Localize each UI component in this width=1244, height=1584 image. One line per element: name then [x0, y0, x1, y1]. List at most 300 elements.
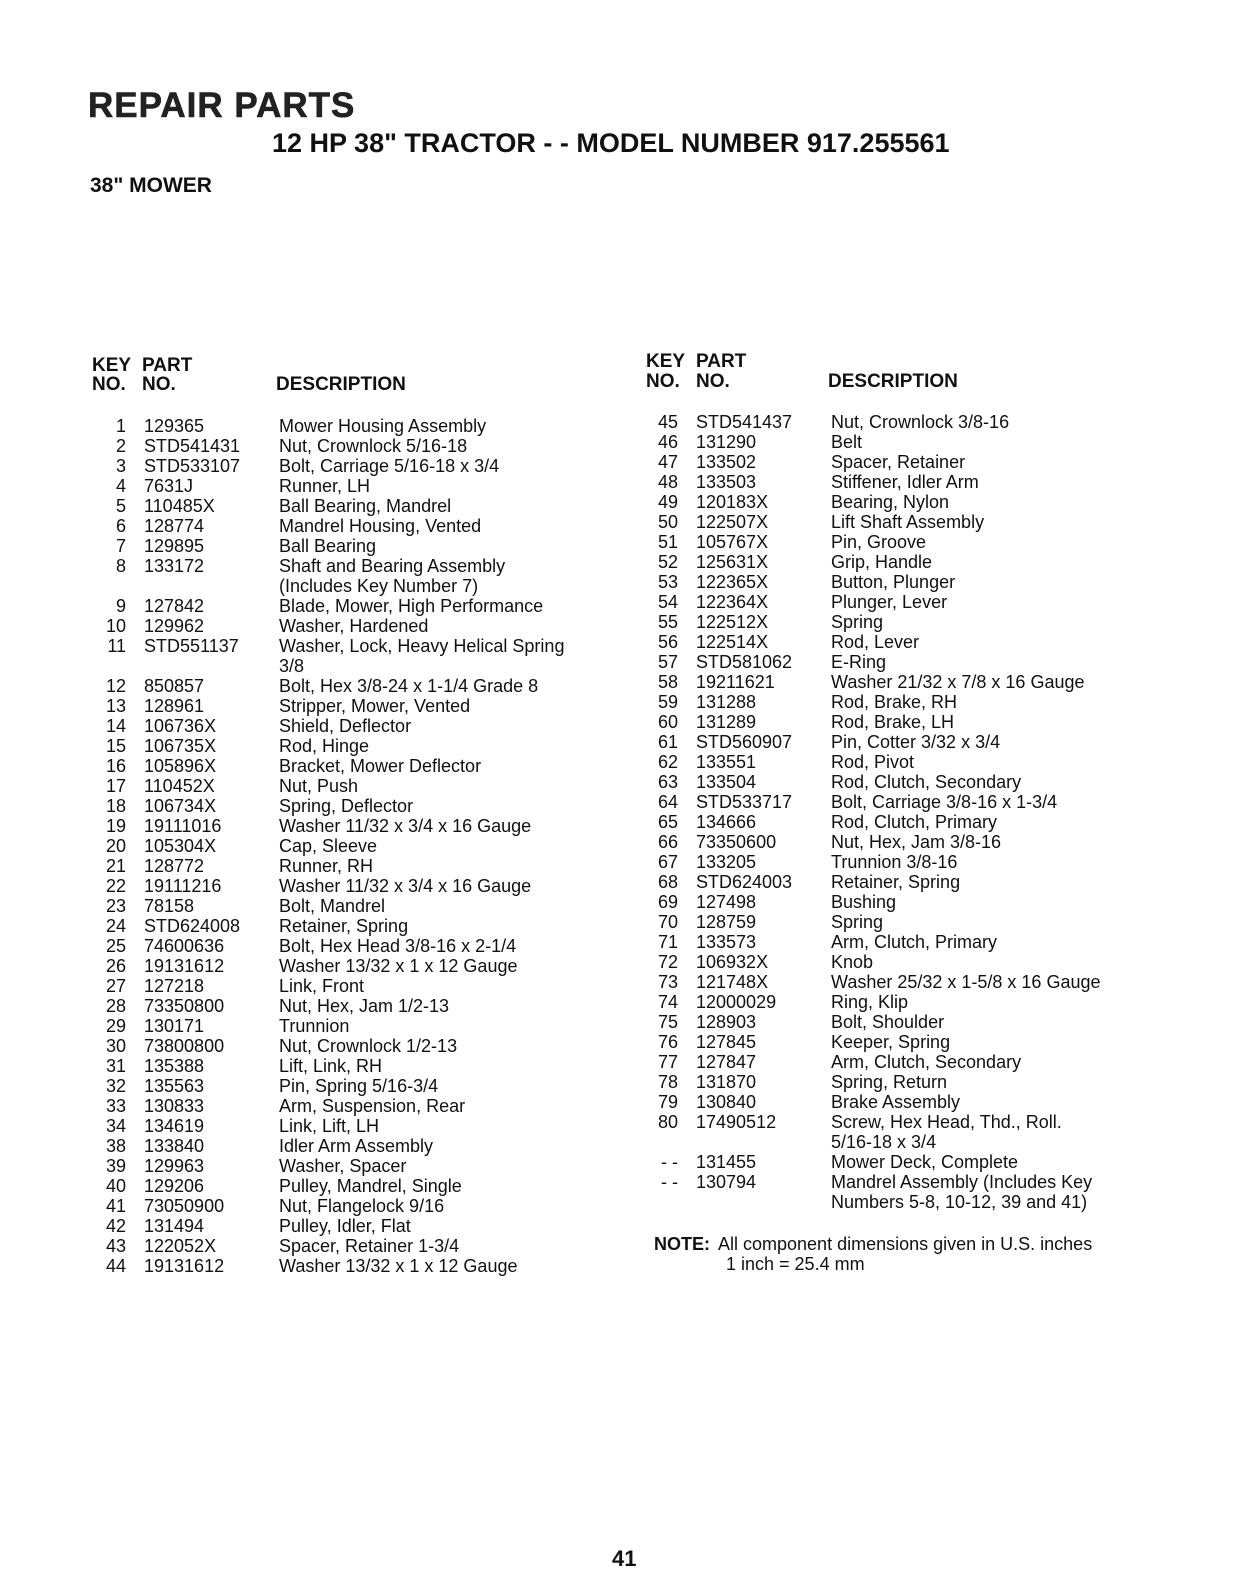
part-description — [279, 496, 451, 516]
part-description — [279, 596, 543, 616]
key-number: 46 — [657, 432, 678, 452]
key-number: 26 — [105, 956, 126, 976]
description-line: Belt — [831, 432, 863, 452]
part-number: 131288 — [696, 692, 757, 712]
parts-row — [92, 496, 652, 516]
parts-row — [92, 676, 652, 696]
key-number: 40 — [105, 1176, 126, 1196]
part-description — [831, 992, 908, 1012]
key-number: 42 — [105, 1216, 126, 1236]
part-number: 121748X — [696, 972, 769, 992]
part-number: 131494 — [144, 1216, 205, 1236]
part-number: 73350600 — [696, 832, 777, 852]
description-line: Bearing, Nylon — [831, 492, 950, 512]
part-description — [831, 892, 896, 912]
description-line: Arm, Clutch, Secondary — [831, 1052, 1022, 1072]
description-line: Arm, Suspension, Rear — [279, 1096, 466, 1116]
part-description — [831, 652, 886, 672]
key-number: 79 — [657, 1092, 678, 1112]
description-line: Lift Shaft Assembly — [831, 512, 985, 532]
description-line: Pin, Groove — [831, 532, 927, 552]
parts-row — [644, 592, 1204, 612]
part-number: 135563 — [144, 1076, 205, 1096]
part-description — [831, 752, 914, 772]
note — [654, 1234, 1092, 1274]
part-number: 106734X — [144, 796, 217, 816]
description-line: Shaft and Bearing Assembly — [279, 556, 506, 576]
part-number: 131870 — [696, 1072, 757, 1092]
description-line: Ball Bearing — [279, 536, 377, 556]
key-number: 4 — [115, 476, 126, 496]
parts-row — [92, 816, 652, 836]
part-no-label-bottom: NO. — [696, 371, 730, 392]
right-column-header — [646, 352, 1046, 396]
part-description — [279, 1036, 457, 1056]
part-description — [279, 936, 516, 956]
parts-row — [92, 956, 652, 976]
part-number: 105304X — [144, 836, 217, 856]
description-continuation: (Includes Key Number 7) — [279, 576, 479, 596]
description-line: Washer, Lock, Heavy Helical Spring — [279, 636, 565, 656]
key-number: 80 — [657, 1112, 678, 1132]
parts-row — [92, 596, 652, 616]
left-column-header — [92, 356, 492, 400]
parts-row — [92, 536, 652, 556]
parts-row — [644, 932, 1204, 952]
parts-row — [644, 792, 1204, 812]
part-description — [831, 452, 965, 472]
description-line: Nut, Flangelock 9/16 — [279, 1196, 445, 1216]
description-line: Mower Deck, Complete — [831, 1152, 1019, 1172]
description-line: Rod, Brake, RH — [831, 692, 958, 712]
key-number: 28 — [105, 996, 126, 1016]
part-number: 122052X — [144, 1236, 217, 1256]
part-description — [831, 972, 1101, 992]
parts-row — [644, 952, 1204, 972]
part-number: 105767X — [696, 532, 769, 552]
part-description — [279, 1096, 465, 1116]
part-number: 7631J — [144, 476, 194, 496]
part-description — [831, 1112, 1062, 1152]
part-description — [279, 416, 486, 436]
parts-row — [92, 1016, 652, 1036]
key-no-label-bottom: NO. — [92, 374, 126, 395]
part-description — [279, 716, 411, 736]
parts-row — [92, 756, 652, 776]
key-number: 56 — [657, 632, 678, 652]
part-description — [831, 1012, 944, 1032]
parts-row — [644, 492, 1204, 512]
key-number: 48 — [657, 472, 678, 492]
parts-row — [644, 892, 1204, 912]
parts-row — [92, 996, 652, 1016]
key-number: 73 — [657, 972, 678, 992]
model-subtitle: 12 HP 38" TRACTOR - - MODEL NUMBER 917.255561 — [272, 128, 950, 158]
parts-row — [92, 736, 652, 756]
parts-row — [644, 1012, 1204, 1032]
description-line: Screw, Hex Head, Thd., Roll. — [831, 1112, 1062, 1132]
part-description — [831, 492, 949, 512]
parts-row — [92, 556, 652, 596]
note-label: NOTE: — [654, 1234, 710, 1254]
parts-row — [644, 1152, 1204, 1172]
key-number: 31 — [105, 1056, 126, 1076]
parts-row — [644, 1092, 1204, 1112]
part-description — [279, 756, 481, 776]
description-continuation: 5/16-18 x 3/4 — [831, 1132, 937, 1152]
parts-row — [644, 1112, 1204, 1152]
description-line: Spacer, Retainer — [831, 452, 966, 472]
description-line: Retainer, Spring — [831, 872, 961, 892]
part-number: 110452X — [144, 776, 215, 796]
parts-row — [92, 1136, 652, 1156]
key-number: 50 — [657, 512, 678, 532]
description-line: Rod, Brake, LH — [831, 712, 955, 732]
parts-row — [644, 652, 1204, 672]
part-number: 129206 — [144, 1176, 205, 1196]
parts-row — [92, 716, 652, 736]
key-number: 77 — [657, 1052, 678, 1072]
part-description — [279, 1056, 382, 1076]
parts-row — [92, 456, 652, 476]
description-line: Cap, Sleeve — [279, 836, 378, 856]
parts-row — [92, 696, 652, 716]
part-number: 19211621 — [696, 672, 775, 692]
part-number: 19111016 — [144, 816, 222, 836]
part-number: 133502 — [696, 452, 757, 472]
key-number: 18 — [105, 796, 126, 816]
key-number: 24 — [105, 916, 126, 936]
part-number: 131455 — [696, 1152, 757, 1172]
key-number: 57 — [657, 652, 678, 672]
description-line: Shield, Deflector — [279, 716, 412, 736]
key-number: 52 — [657, 552, 678, 572]
description-line: Washer 13/32 x 1 x 12 Gauge — [279, 956, 518, 976]
part-description — [279, 476, 370, 496]
description-line: Link, Lift, LH — [279, 1116, 380, 1136]
part-number: 127218 — [144, 976, 205, 996]
key-number: 6 — [115, 516, 126, 536]
parts-row — [644, 532, 1204, 552]
key-number: 59 — [657, 692, 678, 712]
key-number: 32 — [105, 1076, 126, 1096]
part-number: 133504 — [696, 772, 757, 792]
description-line: E-Ring — [831, 652, 887, 672]
part-number: 106736X — [144, 716, 217, 736]
key-number: 9 — [115, 596, 126, 616]
key-number: 12 — [105, 676, 126, 696]
description-line: Mandrel Housing, Vented — [279, 516, 482, 536]
description-line: Trunnion — [279, 1016, 350, 1036]
part-description — [831, 532, 926, 552]
key-number: 34 — [105, 1116, 126, 1136]
part-number: STD541437 — [696, 412, 793, 432]
key-number: 16 — [105, 756, 126, 776]
part-number: 12000029 — [696, 992, 777, 1012]
description-line: Washer 13/32 x 1 x 12 Gauge — [279, 1256, 518, 1276]
part-description — [831, 1152, 1018, 1172]
parts-row — [92, 1156, 652, 1176]
part-number: 133172 — [144, 556, 205, 576]
part-number: 122365X — [696, 572, 769, 592]
description-line: Nut, Hex, Jam 1/2-13 — [279, 996, 450, 1016]
part-description — [279, 876, 531, 896]
part-description — [279, 1216, 411, 1236]
key-number: 70 — [657, 912, 678, 932]
description-line: Mower Housing Assembly — [279, 416, 487, 436]
key-number: 19 — [105, 816, 126, 836]
description-line: Pulley, Mandrel, Single — [279, 1176, 462, 1196]
part-number: 129365 — [144, 416, 205, 436]
key-number: 21 — [105, 856, 126, 876]
part-number: 127845 — [696, 1032, 757, 1052]
key-number: - - — [661, 1152, 678, 1172]
key-number: 20 — [105, 836, 126, 856]
description-line: Spring — [831, 912, 884, 932]
part-number: 131289 — [696, 712, 757, 732]
description-line: Plunger, Lever — [831, 592, 948, 612]
key-number: 11 — [107, 636, 126, 656]
parts-row — [644, 672, 1204, 692]
part-number: 73800800 — [144, 1036, 225, 1056]
description-line: Lift, Link, RH — [279, 1056, 383, 1076]
key-number: 71 — [657, 932, 678, 952]
parts-row — [644, 732, 1204, 752]
part-number: 127842 — [144, 596, 205, 616]
part-number: 17490512 — [696, 1112, 777, 1132]
description-line: Bolt, Hex Head 3/8-16 x 2-1/4 — [279, 936, 517, 956]
part-number: 135388 — [144, 1056, 205, 1076]
description-line: Bolt, Carriage 5/16-18 x 3/4 — [279, 456, 500, 476]
part-description — [831, 1092, 960, 1112]
part-description — [831, 712, 954, 732]
key-number: 43 — [105, 1236, 126, 1256]
key-number: 65 — [657, 812, 678, 832]
description-line: Mandrel Assembly (Includes Key — [831, 1172, 1093, 1192]
part-description — [831, 692, 957, 712]
part-description — [831, 952, 873, 972]
description-line: Spring, Deflector — [279, 796, 414, 816]
parts-row — [92, 1216, 652, 1236]
part-no-label-bottom: NO. — [142, 374, 176, 395]
part-description — [279, 1176, 462, 1196]
part-number: STD560907 — [696, 732, 793, 752]
page-number: 41 — [612, 1546, 637, 1571]
parts-row — [92, 796, 652, 816]
part-number: 122512X — [696, 612, 769, 632]
parts-row — [644, 712, 1204, 732]
description-line: Washer 11/32 x 3/4 x 16 Gauge — [279, 876, 532, 896]
part-number: 133573 — [696, 932, 757, 952]
part-description — [279, 456, 499, 476]
key-number: 15 — [105, 736, 126, 756]
key-number: 67 — [657, 852, 678, 872]
parts-row — [92, 636, 652, 676]
key-number: 1 — [115, 416, 126, 436]
key-number: 22 — [105, 876, 126, 896]
part-number: 128961 — [144, 696, 205, 716]
part-description — [279, 556, 505, 596]
parts-row — [92, 476, 652, 496]
key-no-label-bottom: NO. — [646, 371, 680, 392]
key-no-label-top: KEY — [646, 351, 686, 372]
parts-row — [644, 812, 1204, 832]
description-line: Bolt, Mandrel — [279, 896, 386, 916]
description-line: Nut, Hex, Jam 3/8-16 — [831, 832, 1002, 852]
part-number: 130794 — [696, 1172, 757, 1192]
part-description — [831, 732, 1000, 752]
description-continuation: Numbers 5-8, 10-12, 39 and 41) — [831, 1192, 1088, 1212]
part-description — [279, 1136, 433, 1156]
part-description — [279, 1016, 349, 1036]
description-line: Spring, Return — [831, 1072, 948, 1092]
parts-row — [644, 452, 1204, 472]
parts-row — [644, 1072, 1204, 1092]
parts-row — [644, 772, 1204, 792]
part-number: 127498 — [696, 892, 757, 912]
description-line: Pin, Spring 5/16-3/4 — [279, 1076, 439, 1096]
part-description — [279, 896, 385, 916]
part-number: STD533107 — [144, 456, 241, 476]
key-number: 72 — [657, 952, 678, 972]
part-description — [831, 512, 984, 532]
key-number: 47 — [657, 452, 678, 472]
key-number: 74 — [657, 992, 678, 1012]
part-description — [279, 916, 408, 936]
part-description — [831, 672, 1085, 692]
part-number: 128903 — [696, 1012, 757, 1032]
key-number: 29 — [105, 1016, 126, 1036]
part-number: 134666 — [696, 812, 757, 832]
key-no-label-top: KEY — [92, 355, 132, 376]
parts-row — [92, 1256, 652, 1276]
key-number: 27 — [105, 976, 126, 996]
description-line: Keeper, Spring — [831, 1032, 951, 1052]
part-description — [279, 956, 517, 976]
part-number: 127847 — [696, 1052, 757, 1072]
parts-row — [644, 1052, 1204, 1072]
key-number: 25 — [105, 936, 126, 956]
part-number: STD541431 — [144, 436, 241, 456]
key-number: 49 — [657, 492, 678, 512]
key-number: 60 — [657, 712, 678, 732]
key-number: 14 — [105, 716, 126, 736]
parts-row — [644, 552, 1204, 572]
part-description — [831, 632, 919, 652]
part-number: 134619 — [144, 1116, 205, 1136]
part-number: 74600636 — [144, 936, 225, 956]
parts-row — [644, 912, 1204, 932]
part-description — [831, 1172, 1092, 1212]
part-description — [279, 836, 377, 856]
description-line: Washer 21/32 x 7/8 x 16 Gauge — [831, 672, 1085, 692]
key-number: 7 — [115, 536, 126, 556]
description-line: Rod, Clutch, Primary — [831, 812, 998, 832]
part-description — [279, 516, 481, 536]
part-number: 129963 — [144, 1156, 205, 1176]
part-number: 133205 — [696, 852, 757, 872]
description-line: Nut, Crownlock 5/16-18 — [279, 436, 468, 456]
description-continuation: 3/8 — [279, 656, 305, 676]
part-description — [831, 772, 1021, 792]
parts-row — [92, 516, 652, 536]
key-number: 45 — [657, 412, 678, 432]
parts-row — [92, 436, 652, 456]
part-number: 130840 — [696, 1092, 757, 1112]
parts-row — [92, 976, 652, 996]
parts-row — [92, 1176, 652, 1196]
description-label: DESCRIPTION — [276, 374, 406, 395]
key-number: 44 — [105, 1256, 126, 1276]
key-number: 69 — [657, 892, 678, 912]
part-number: 133840 — [144, 1136, 205, 1156]
part-number: STD551137 — [144, 636, 239, 656]
parts-row — [92, 1236, 652, 1256]
parts-row — [644, 1172, 1204, 1212]
part-description — [279, 1236, 459, 1256]
part-number: 120183X — [696, 492, 769, 512]
part-description — [831, 592, 947, 612]
parts-row — [92, 1076, 652, 1096]
part-description — [279, 636, 564, 676]
description-line: Blade, Mower, High Performance — [279, 596, 544, 616]
part-description — [279, 676, 538, 696]
part-description — [279, 1156, 406, 1176]
key-number: 68 — [657, 872, 678, 892]
parts-row — [92, 776, 652, 796]
part-description — [279, 1196, 444, 1216]
key-number: 41 — [105, 1196, 126, 1216]
description-line: Bolt, Hex 3/8-24 x 1-1/4 Grade 8 — [279, 676, 539, 696]
part-no-label-top: PART — [696, 351, 747, 372]
description-label: DESCRIPTION — [828, 371, 958, 392]
parts-row — [92, 836, 652, 856]
part-number: 128759 — [696, 912, 757, 932]
parts-row — [644, 872, 1204, 892]
description-line: Washer, Hardened — [279, 616, 429, 636]
description-line: Nut, Crownlock 1/2-13 — [279, 1036, 458, 1056]
description-line: Stripper, Mower, Vented — [279, 696, 471, 716]
key-number: 62 — [657, 752, 678, 772]
parts-row — [644, 472, 1204, 492]
part-description — [279, 996, 449, 1016]
part-number: 129962 — [144, 616, 205, 636]
right-parts-list — [644, 412, 1204, 1212]
description-line: Bushing — [831, 892, 897, 912]
parts-row — [92, 1036, 652, 1056]
description-line: Bracket, Mower Deflector — [279, 756, 482, 776]
key-number: 54 — [657, 592, 678, 612]
part-number: 130833 — [144, 1096, 205, 1116]
left-parts-list — [92, 416, 652, 1276]
parts-row — [92, 616, 652, 636]
part-number: 131290 — [696, 432, 757, 452]
part-number: 130171 — [144, 1016, 205, 1036]
part-number: STD624008 — [144, 916, 241, 936]
key-number: 39 — [105, 1156, 126, 1176]
key-number: - - — [661, 1172, 678, 1192]
key-number: 58 — [657, 672, 678, 692]
description-line: Stiffener, Idler Arm — [831, 472, 979, 492]
parts-row — [644, 972, 1204, 992]
part-number: 122514X — [696, 632, 769, 652]
part-description — [279, 1116, 379, 1136]
description-line: Runner, RH — [279, 856, 374, 876]
part-description — [831, 912, 883, 932]
key-number: 3 — [115, 456, 126, 476]
parts-row — [644, 412, 1204, 432]
parts-row — [92, 1196, 652, 1216]
